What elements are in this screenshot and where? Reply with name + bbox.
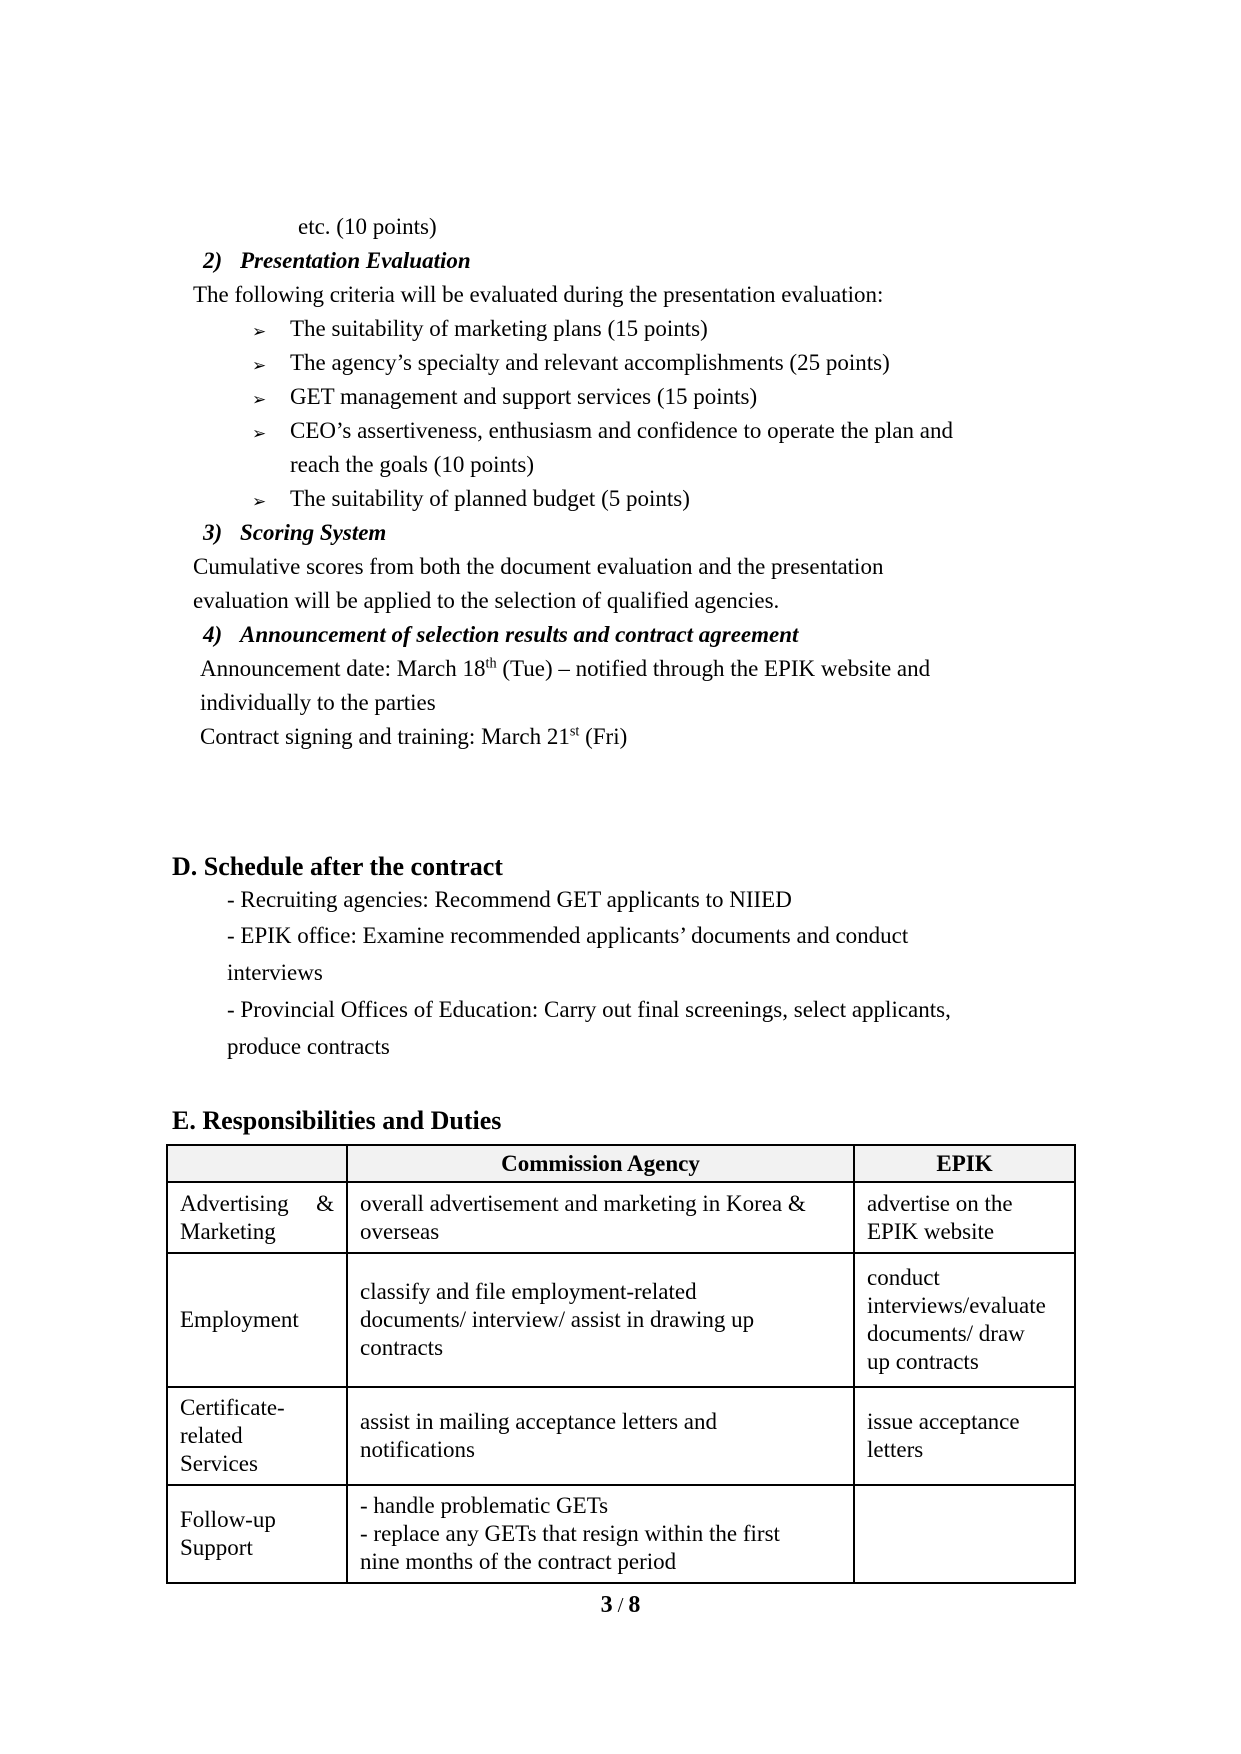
cell-epik-followup [854, 1485, 1075, 1583]
item-3-title: Scoring System [240, 520, 387, 545]
cell-area-employment: Employment [167, 1253, 347, 1387]
page-number [0, 1590, 1241, 1620]
table-row-advertising [167, 1182, 1075, 1253]
cell-epik-advertising: advertise on the EPIK website [854, 1182, 1075, 1253]
ordinal-suffix: th [485, 655, 497, 672]
item-4-heading [203, 618, 799, 652]
bullet-3-text: GET management and support services (15 points) [290, 384, 758, 409]
table-row-followup [167, 1485, 1075, 1583]
header-cell-epik: EPIK [854, 1145, 1075, 1182]
ordinal-suffix: st [569, 723, 580, 740]
item-2-number: 2) [203, 248, 223, 273]
item-3-heading [203, 516, 387, 550]
table-row-certificate [167, 1387, 1075, 1485]
announcement-continuation-line: individually to the parties [200, 690, 436, 715]
total-pages: 8 [628, 1592, 641, 1618]
bullet-4-text: CEO’s assertiveness, enthusiasm and confidence to operate the plan and [290, 418, 953, 443]
page-separator: / [617, 1593, 624, 1617]
scoring-line-1: Cumulative scores from both the document evaluation and the presentation [193, 554, 884, 579]
cell-epik-certificate: issue acceptance letters [854, 1387, 1075, 1485]
bullet-2-text: The agency’s specialty and relevant accomplishments (25 points) [290, 350, 890, 375]
presentation-intro-line: The following criteria will be evaluated during the presentation evaluation: [193, 282, 884, 307]
schedule-line-2: - EPIK office: Examine recommended applicants’ documents and conduct [227, 923, 909, 948]
item-4-number: 4) [203, 622, 223, 647]
bullet-4-continuation: reach the goals (10 points) [290, 452, 534, 477]
item-2-title: Presentation Evaluation [240, 248, 471, 273]
cell-area-followup: Follow-up Support [167, 1485, 347, 1583]
cell-agency-employment: classify and file employment-related documents/ interview/ assist in drawing up contracts [347, 1253, 854, 1387]
table-header-row [167, 1145, 1075, 1182]
arrow-bullet-icon: ➢ [252, 322, 267, 342]
bullet-1-text: The suitability of marketing plans (15 points) [290, 316, 708, 341]
header-cell-commission-agency: Commission Agency [347, 1145, 854, 1182]
cell-agency-followup: - handle problematic GETs - replace any GETs that resign within the first nine months of the contract period [347, 1485, 854, 1583]
cell-area-certificate: Certificate- related Services [167, 1387, 347, 1485]
schedule-line-5: produce contracts [227, 1034, 390, 1059]
etc-points-line: etc. (10 points) [298, 214, 437, 239]
cell-agency-advertising: overall advertisement and marketing in Korea & overseas [347, 1182, 854, 1253]
scoring-line-2: evaluation will be applied to the selection of qualified agencies. [193, 588, 780, 613]
item-2-heading [203, 244, 471, 278]
section-d-title: D. Schedule after the contract [172, 852, 503, 881]
schedule-line-3: interviews [227, 960, 323, 985]
arrow-bullet-icon: ➢ [252, 492, 267, 512]
announcement-date-line: Announcement date: March 18th (Tue) – notified through the EPIK website and [200, 655, 931, 681]
arrow-bullet-icon: ➢ [252, 356, 267, 376]
bullet-5-text: The suitability of planned budget (5 points) [290, 486, 690, 511]
cell-area-advertising: Advertising & Marketing [167, 1182, 347, 1253]
item-4-title: Announcement of selection results and contract agreement [240, 622, 799, 647]
arrow-bullet-icon: ➢ [252, 390, 267, 410]
section-e-title: E. Responsibilities and Duties [172, 1106, 502, 1135]
arrow-bullet-icon: ➢ [252, 424, 267, 444]
current-page: 3 [600, 1592, 613, 1618]
cell-epik-employment: conduct interviews/evaluate documents/ draw up contracts [854, 1253, 1075, 1387]
schedule-line-1: - Recruiting agencies: Recommend GET applicants to NIIED [227, 887, 792, 912]
cell-agency-certificate: assist in mailing acceptance letters and notifications [347, 1387, 854, 1485]
responsibilities-table [166, 1144, 1076, 1584]
item-3-number: 3) [203, 520, 223, 545]
header-cell-blank [167, 1145, 347, 1182]
contract-signing-line: Contract signing and training: March 21st (Fri) [200, 723, 628, 749]
table-row-employment [167, 1253, 1075, 1387]
schedule-line-4: - Provincial Offices of Education: Carry out final screenings, select applicants, [227, 997, 951, 1022]
